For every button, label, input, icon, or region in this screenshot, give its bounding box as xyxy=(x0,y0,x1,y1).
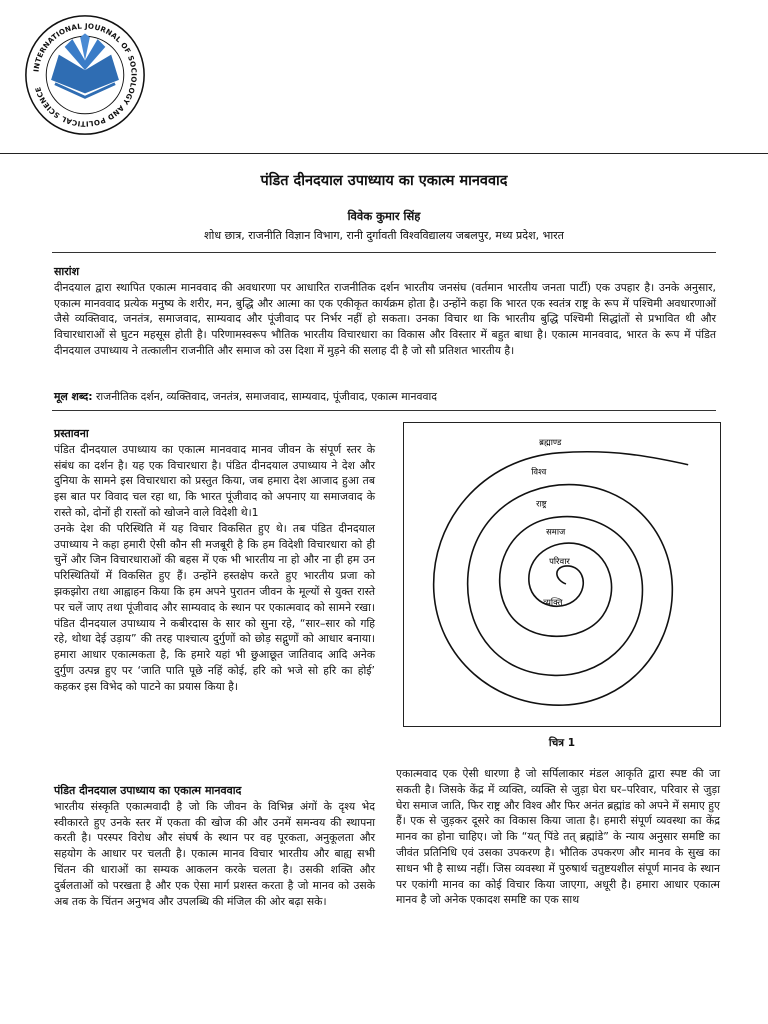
book-icon xyxy=(51,33,119,97)
divider xyxy=(52,252,716,253)
section-paragraph: भारतीय संस्कृति एकात्मवादी है जो कि जीवन के विभिन्न अंगों के दृश्य भेद स्वीकारते हुए उनके स्तर में एकता की खोज की और उनमें समन्वय की स्थापना करती है। परस्पर विरोध और संघर्ष के स्थान पर वह पूरकता, अनुकूलता और सहयोग के आधार पर चलती है। एकात्म मानव विचार भारतीय और बाह्य सभी चिंतन की धाराओं का सम्यक आकलन करके चलता है। उसकी शक्ति और दुर्बलताओं को परखता है और एक ऐसा मार्ग प्रशस्त करता है जो मानव को उसके अब तक के चिंतन अनुभव और उपलब्धि की मंजिल की ओर बढ़ा सके। xyxy=(54,799,375,908)
label-world: विश्व xyxy=(531,466,547,477)
intro-paragraph: उनके देश की परिस्थिति में यह विचार विकसित हुए थे। तब पंडित दीनदयाल उपाध्याय ने कहा हमारी ऐसी कौन सी मजबूरी है कि हम विदेशी विचारधारा को ही चुनें और जिन विचारधाराओं की बहस में एक भी भारतीय ना हो और ना ही हम उन परिस्थितियों में विकसित हुए हैं। उन्होंने हस्तक्षेप करते हुए भारतीय प्रजा को झकझोरा तथा आह्वाहन किया कि हम अपने पुरातन जीवन के मूल्यों से युक्त रास्ते पर चलें जाए तथा पूंजीवाद और साम्यवाद के स्थान पर एकात्मवाद को सामने रखा। पंडित दीनदयाल उपाध्याय ने कबीरदास के सार को सुना रहे, “सार–सार को गहि रहे, थोथा देई उड़ाय” की तरह पाश्चात्य दुर्गुणों को छोड़ सद्गुणों को आधार बनाया। हमारा आधार एकात्मकता है, कि हमारे यहां भी छुआछूत जातिवाद आदि अनेक दुर्गुण उत्पन्न हुए पर ‘जाति पाति पूछे नहिं कोई, हरि को भजे सो हरि का होई’ कहकर इस विभेद को पाटने का प्रयास किया है। xyxy=(54,521,375,693)
spiral-line xyxy=(434,452,689,705)
label-nation: राष्ट्र xyxy=(536,498,547,509)
keywords-text: राजनीतिक दर्शन, व्यक्तिवाद, जनतंत्र, समाजवाद, साम्यवाद, पूंजीवाद, एकात्म मानववाद xyxy=(95,390,437,403)
intro-paragraph: पंडित दीनदयाल उपाध्याय का एकात्म मानववाद मानव जीवन के संपूर्ण स्तर के संबंध का दर्शन है। यह एक विचारधारा है। पंडित दीनदयाल उपाध्याय ने देश और दुनिया के सामने इस विचारधारा को प्रस्तुत किया, जब हमारा देश आजाद हुआ तब इस बात पर विवाद चल रहा था, कि भारत पूंजीवाद को अपनाए या समाजवाद के रास्ते को, दोनों ही रास्तों को खोजने वाले विदेशी थे।1 xyxy=(54,442,375,519)
paper-title: पंडित दीनदयाल उपाध्याय का एकात्म मानववाद xyxy=(260,173,508,189)
keywords-label: मूल शब्द: xyxy=(54,390,93,403)
label-individual: व्यक्ति xyxy=(543,596,563,607)
label-universe: ब्रह्माण्ड xyxy=(539,436,562,447)
divider xyxy=(52,410,716,411)
abstract xyxy=(54,264,716,359)
label-family: परिवार xyxy=(549,556,570,567)
keywords xyxy=(54,389,716,404)
section-integral-humanism xyxy=(54,783,375,909)
abstract-text: दीनदयाल द्वारा स्थापित एकात्म मानववाद की अवधारणा पर आधारित राजनीतिक दर्शन भारतीय जनसंघ (वर्तमान भारतीय जनता पार्टी) एक उपहार है। उनके अनुसार, एकात्म मानववाद प्रत्येक मनुष्य के शरीर, मन, बुद्धि और आत्मा का एक एकीकृत कार्यक्रम होता है। उन्होंने कहा कि भारत एक स्वतंत्र राष्ट्र के रूप में पश्चिमी अवधारणाओं जैसे व्यक्तिवाद, जनतंत्र, समाजवाद, साम्यवाद और पूंजीवाद पर निर्भर नहीं हो सकता। उनका विचार था कि भारतीय बुद्धि पश्चिमी सिद्धांतों से प्रभावित थी और विचारधाराओं से घुटन महसूस होती है। परिणामस्वरूप भौतिक भारतीय विचारधारा का विकास और विस्तार में बहुत बाधा है। एकात्म मानववाद, भारत के रूप में पंडित दीनदयाल उपाध्याय ने तत्कालीन राजनीति और समाज को उस दिशा में मुड़ने की सलाह दी है जो सौ प्रतिशत भारतीय है। xyxy=(54,280,716,357)
label-society: समाज xyxy=(546,526,566,537)
author-affiliation: शोध छात्र, राजनीति विज्ञान विभाग, रानी दुर्गावती विश्वविद्यालय जबलपुर, मध्य प्रदेश, भारत xyxy=(204,229,564,242)
author-name: विवेक कुमार सिंह xyxy=(347,209,421,223)
journal-logo xyxy=(22,12,148,138)
intro-heading: प्रस्तावना xyxy=(54,427,89,440)
spiral-figure xyxy=(403,422,721,727)
header-divider xyxy=(0,153,768,154)
right-column-text: एकात्मवाद एक ऐसी धारणा है जो सर्पिलाकार मंडल आकृति द्वारा स्पष्ट की जा सकती है। जिसके केंद्र में व्यक्ति, व्यक्ति से जुड़ा घेरा घर–परिवार, परिवार से जुड़ा घेरा समाज जाति, फिर राष्ट्र और विश्व और फिर अनंत ब्रह्मांड को अपने में समाए हुए हैं। एक से जुड़कर दूसरे का विकास किया जाता है। हमारी संपूर्ण व्यवस्था का केंद्र मानव का होना चाहिए। जो कि “यत् पिंडे तत् ब्रह्मांडे” के न्याय अनुसार समष्टि का जीवंत प्रतिनिधि एवं उसका उपकरण है। भौतिक उपकरण और मानव के सुख का साधन भी है साध्य नहीं। जिस व्यवस्था में पुरुषार्थ चतुष्टयशील संपूर्ण मानव के स्थान पर एकांगी मानव का कोई विचार किया जाएगा, अधूरी है। हमारा आधार एकात्म मानव है जो अनेक एकादश समष्टि का एक साथ xyxy=(396,767,720,907)
figure-caption: चित्र 1 xyxy=(548,737,576,749)
intro-section xyxy=(54,426,375,695)
section-heading: पंडित दीनदयाल उपाध्याय का एकात्म मानववाद xyxy=(54,784,242,797)
abstract-heading: सारांश xyxy=(54,265,80,278)
logo-ring-text: INTERNATIONAL JOURNAL OF SOCIOLOGY AND POLITICAL SCIENCE xyxy=(31,21,139,129)
